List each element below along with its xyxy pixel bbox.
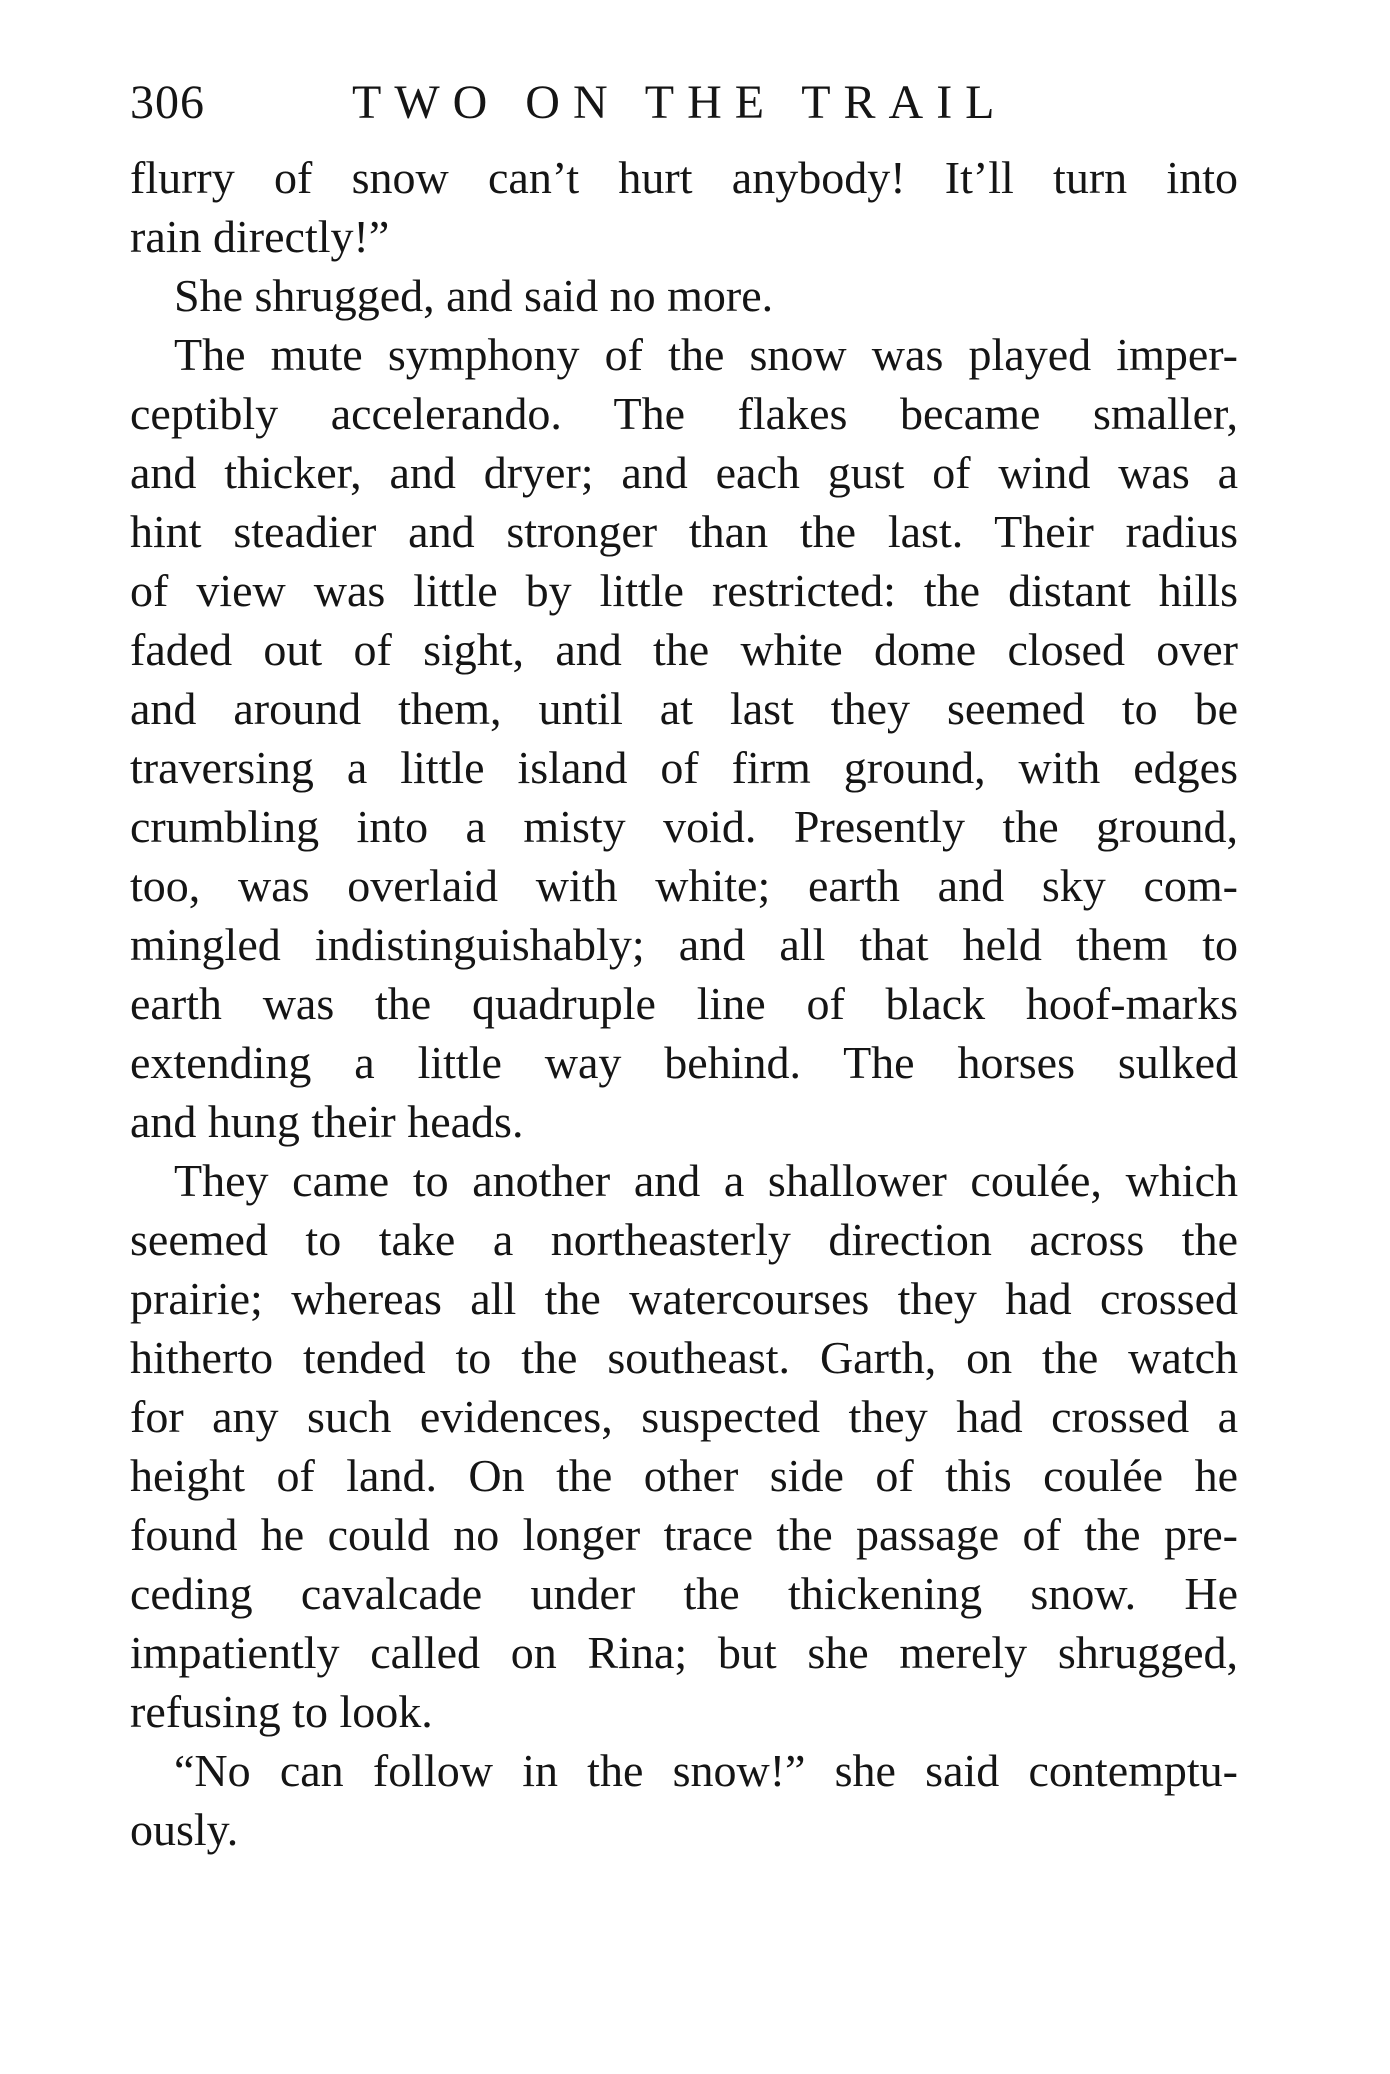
body-text xyxy=(130,148,1238,1859)
running-head xyxy=(130,68,1240,138)
text-line: ceptibly accelerando. The flakes became smaller, xyxy=(130,388,1238,439)
text-line: hint steadier and stronger than the last. Their radius xyxy=(130,506,1238,557)
text-line: prairie; whereas all the watercourses they had crossed xyxy=(130,1273,1238,1324)
text-line: too, was overlaid with white; earth and sky com- xyxy=(130,860,1238,911)
text-line: The mute symphony of the snow was played imper- xyxy=(174,329,1238,380)
text-line: They came to another and a shallower coulée, which xyxy=(174,1155,1238,1206)
text-line: crumbling into a misty void. Presently the ground, xyxy=(130,801,1238,852)
text-line: ceding cavalcade under the thickening snow. He xyxy=(130,1568,1238,1619)
text-line: for any such evidences, suspected they had crossed a xyxy=(130,1391,1238,1442)
text-line: She shrugged, and said no more. xyxy=(174,270,774,321)
text-line: seemed to take a northeasterly direction across the xyxy=(130,1214,1238,1265)
page-number: 306 xyxy=(130,76,205,129)
text-line: and thicker, and dryer; and each gust of wind was a xyxy=(130,447,1238,498)
text-line: and around them, until at last they seemed to be xyxy=(130,683,1238,734)
text-line: hitherto tended to the southeast. Garth, on the watch xyxy=(130,1332,1238,1383)
text-line: flurry of snow can’t hurt anybody! It’ll turn into xyxy=(130,152,1238,203)
text-line: faded out of sight, and the white dome closed over xyxy=(130,624,1238,675)
text-line: found he could no longer trace the passage of the pre- xyxy=(130,1509,1238,1560)
running-title: TWO ON THE TRAIL xyxy=(352,76,1008,129)
text-line: and hung their heads. xyxy=(130,1096,524,1147)
text-line: mingled indistinguishably; and all that held them to xyxy=(130,919,1238,970)
text-line: refusing to look. xyxy=(130,1686,433,1737)
text-line: of view was little by little restricted: the distant hills xyxy=(130,565,1238,616)
text-line: extending a little way behind. The horses sulked xyxy=(130,1037,1238,1088)
text-line: rain directly!” xyxy=(130,211,390,262)
text-line: impatiently called on Rina; but she merely shrugged, xyxy=(130,1627,1238,1678)
text-line: ously. xyxy=(130,1804,239,1855)
text-line: traversing a little island of firm ground, with edges xyxy=(130,742,1238,793)
text-line: “No can follow in the snow!” she said contemptu- xyxy=(174,1745,1238,1796)
text-line: height of land. On the other side of this coulée he xyxy=(130,1450,1238,1501)
text-line: earth was the quadruple line of black hoof-marks xyxy=(130,978,1238,1029)
